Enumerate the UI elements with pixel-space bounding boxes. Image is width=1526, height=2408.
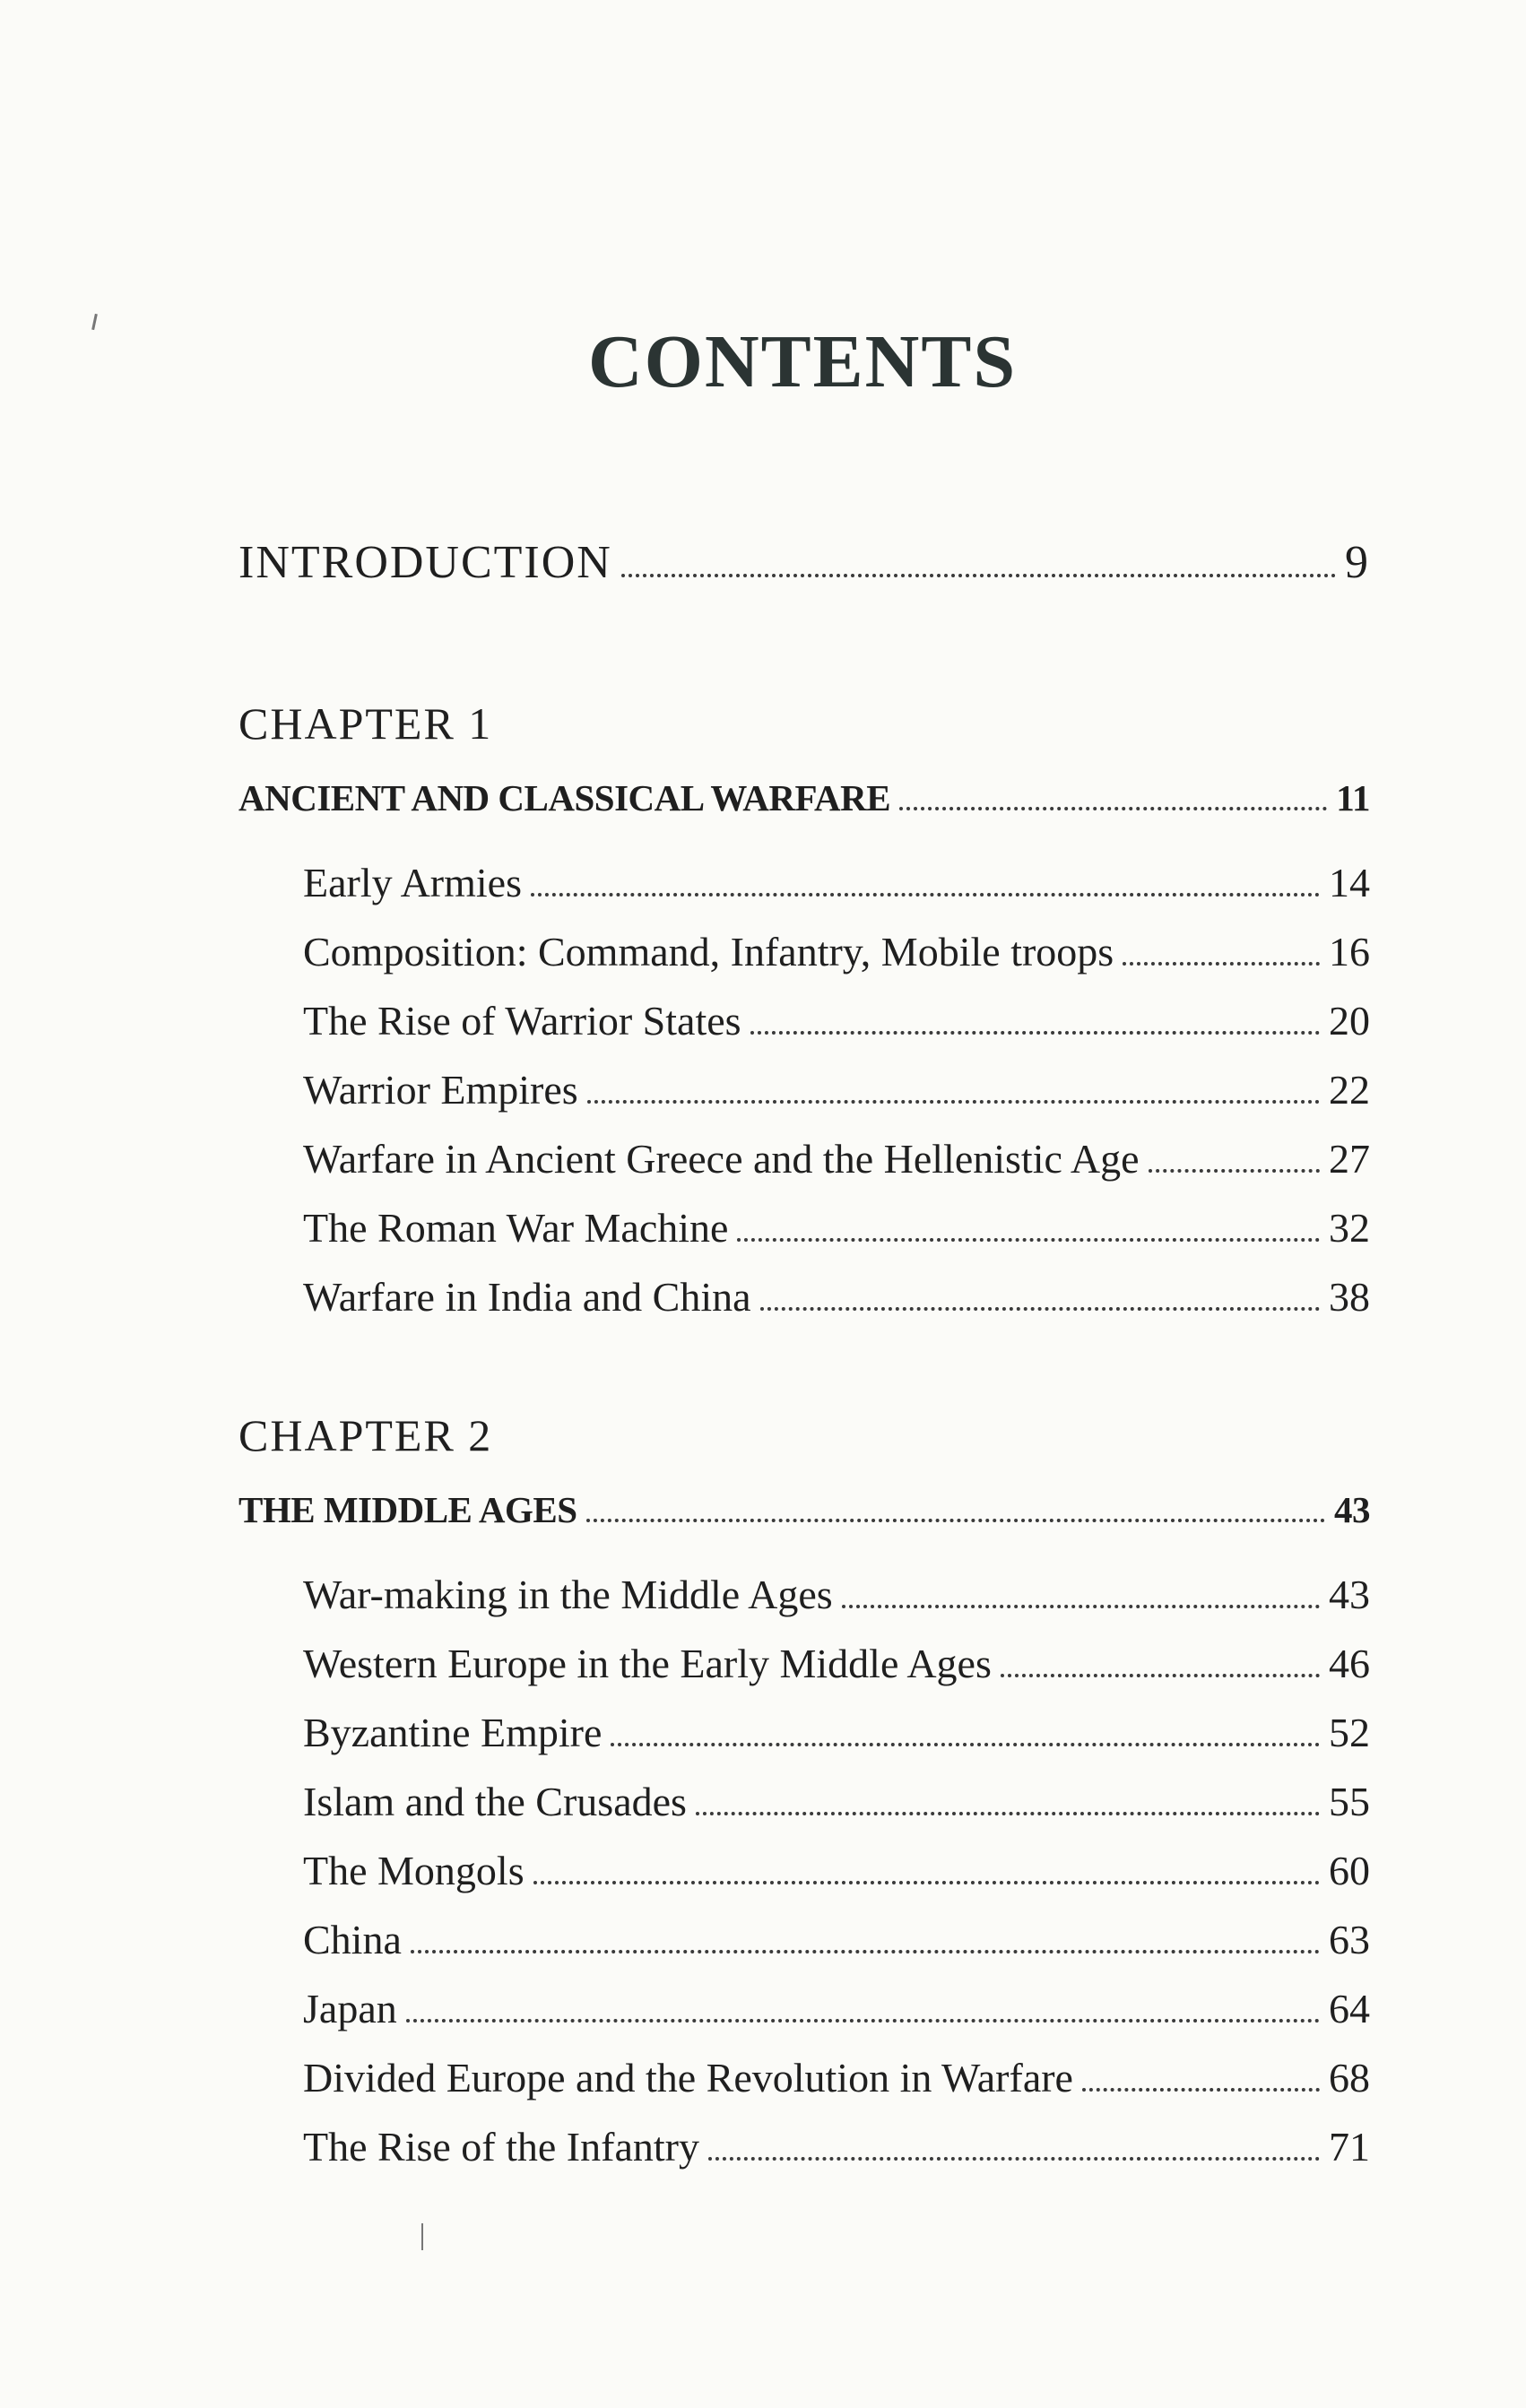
toc-page-number: 60 <box>1329 1848 1370 1893</box>
dot-leader <box>1149 1169 1321 1173</box>
toc-entry[interactable] <box>303 859 1370 906</box>
toc-entry[interactable] <box>303 1847 1370 1894</box>
toc-entry[interactable] <box>303 1135 1370 1182</box>
toc-entry-label: The Mongols <box>303 1848 525 1893</box>
toc-entry[interactable] <box>303 997 1370 1044</box>
toc-entry-label: ANCIENT AND CLASSICAL WARFARE <box>238 777 891 819</box>
toc-entry-label: Byzantine Empire <box>303 1710 603 1755</box>
toc-entry[interactable] <box>303 2054 1370 2101</box>
toc-entry-label: War-making in the Middle Ages <box>303 1572 833 1617</box>
toc-entry-label: Composition: Command, Infantry, Mobile troops <box>303 929 1114 974</box>
toc-page-number: 11 <box>1336 777 1370 819</box>
scan-mark <box>421 2223 423 2250</box>
toc-page-number: 38 <box>1329 1274 1370 1320</box>
dot-leader <box>842 1605 1320 1608</box>
dot-leader <box>1123 962 1320 966</box>
toc-page-number: 64 <box>1329 1986 1370 2031</box>
toc-entry-label: Warrior Empires <box>303 1067 578 1113</box>
dot-leader <box>406 2019 1320 2023</box>
toc-page-number: 71 <box>1329 2124 1370 2170</box>
dot-leader <box>1001 1674 1320 1677</box>
dot-leader <box>708 2157 1320 2161</box>
dot-leader <box>1082 2088 1320 2092</box>
dot-leader <box>621 574 1336 577</box>
toc-entry[interactable] <box>303 1778 1370 1825</box>
toc-page-number: 68 <box>1329 2055 1370 2101</box>
dot-leader <box>737 1238 1320 1242</box>
toc-entry-label: Western Europe in the Early Middle Ages <box>303 1641 992 1686</box>
toc-entry-label: THE MIDDLE AGES <box>238 1489 577 1530</box>
toc-entry-label: INTRODUCTION <box>238 537 612 588</box>
toc-entry[interactable] <box>303 1204 1370 1252</box>
dot-leader <box>531 893 1320 897</box>
dot-leader <box>696 1812 1320 1815</box>
toc-entry-introduction[interactable] <box>238 536 1370 589</box>
dot-leader <box>533 1881 1320 1884</box>
toc-entry-label: China <box>303 1917 402 1962</box>
toc-entry-label: Islam and the Crusades <box>303 1779 687 1824</box>
toc-page-number: 46 <box>1329 1641 1370 1686</box>
toc-page-number: 14 <box>1329 860 1370 905</box>
dot-leader <box>587 1100 1320 1104</box>
toc-page-number: 22 <box>1329 1067 1370 1113</box>
toc-page-number: 16 <box>1329 929 1370 974</box>
dot-leader <box>411 1950 1320 1953</box>
toc-chapter-title[interactable] <box>238 776 1370 819</box>
toc-entry[interactable] <box>303 1273 1370 1321</box>
toc-entry-label: The Rise of the Infantry <box>303 2124 699 2170</box>
toc-entry-label: Japan <box>303 1986 397 2031</box>
toc-page-number: 63 <box>1329 1917 1370 1962</box>
chapter-label: CHAPTER 2 <box>238 1410 493 1460</box>
toc-page-number: 32 <box>1329 1205 1370 1251</box>
toc-entry[interactable] <box>303 1066 1370 1113</box>
toc-entry[interactable] <box>303 1640 1370 1687</box>
toc-entry[interactable] <box>303 2123 1370 2170</box>
dot-leader <box>586 1519 1325 1522</box>
chapter-label: CHAPTER 1 <box>238 698 493 749</box>
toc-entry-label: Warfare in India and China <box>303 1274 751 1320</box>
toc-page-number: 43 <box>1334 1489 1370 1530</box>
toc-entry-label: Warfare in Ancient Greece and the Hellenistic Age <box>303 1136 1140 1182</box>
toc-chapter-title[interactable] <box>238 1488 1370 1531</box>
toc-entry[interactable] <box>303 1916 1370 1963</box>
toc-page-number: 20 <box>1329 998 1370 1044</box>
page-title: CONTENTS <box>587 320 1018 403</box>
toc-entry-label: Divided Europe and the Revolution in Warfare <box>303 2055 1073 2101</box>
toc-entry[interactable] <box>303 928 1370 975</box>
toc-page-number: 9 <box>1345 537 1370 588</box>
toc-entry[interactable] <box>303 1985 1370 2032</box>
dot-leader <box>750 1031 1320 1035</box>
dot-leader <box>899 807 1327 810</box>
dot-leader <box>760 1307 1320 1311</box>
toc-entry-label: The Roman War Machine <box>303 1205 729 1251</box>
toc-page-number: 43 <box>1329 1572 1370 1617</box>
toc-page-number: 52 <box>1329 1710 1370 1755</box>
dot-leader <box>611 1743 1320 1746</box>
toc-entry[interactable] <box>303 1709 1370 1756</box>
toc-entry-label: The Rise of Warrior States <box>303 998 741 1044</box>
toc-entry[interactable] <box>303 1571 1370 1618</box>
toc-entry-label: Early Armies <box>303 860 522 905</box>
toc-page-number: 27 <box>1329 1136 1370 1182</box>
toc-page-number: 55 <box>1329 1779 1370 1824</box>
